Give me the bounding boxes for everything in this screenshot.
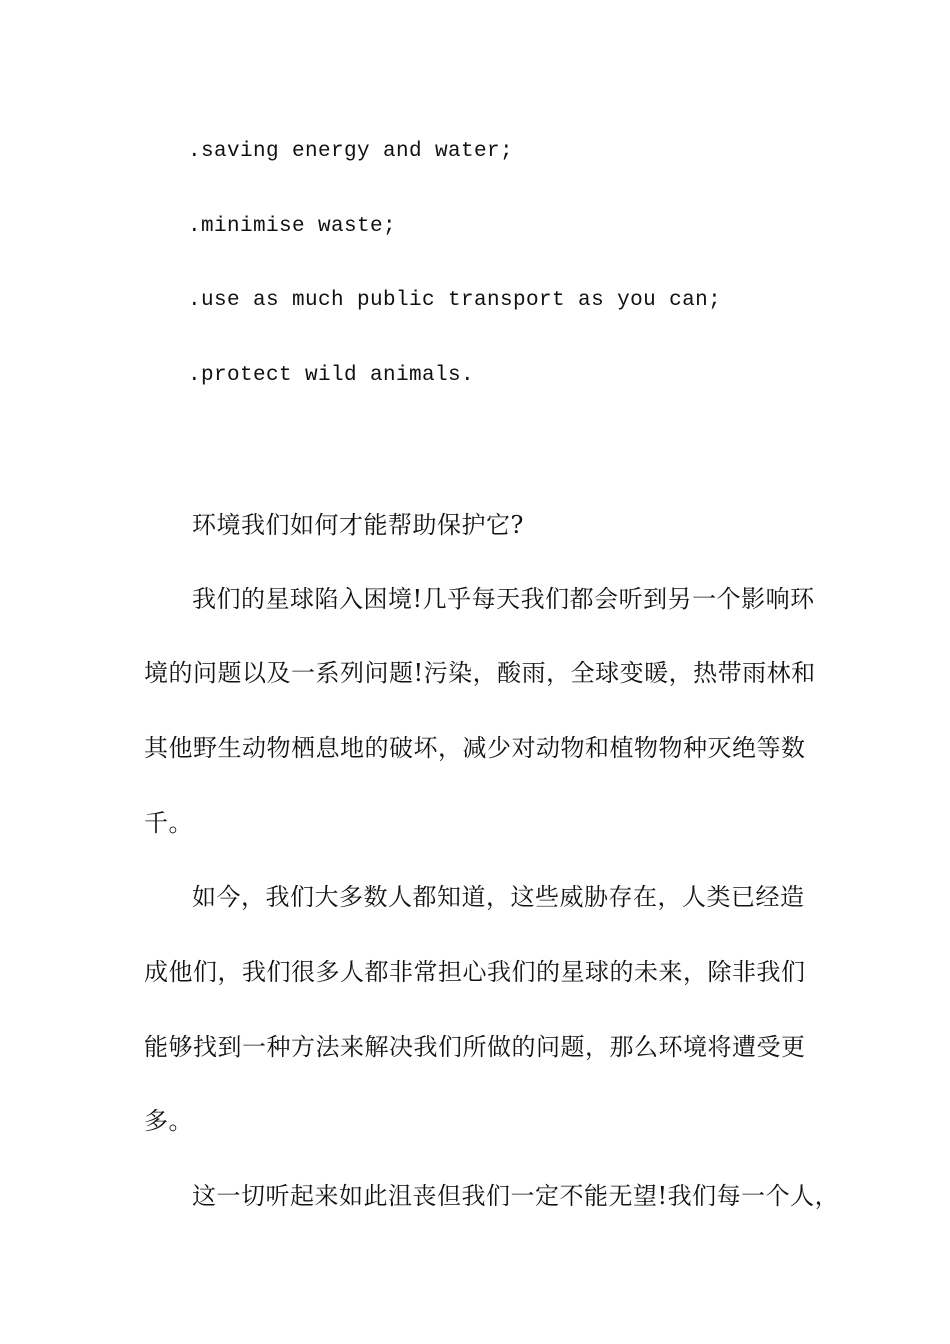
paragraph-line: 能够找到一种方法来解决我们所做的问题，那么环境将遭受更: [144, 1033, 806, 1061]
paragraph-line: 成他们，我们很多人都非常担心我们的星球的未来，除非我们: [144, 958, 806, 986]
section-heading: 环境我们如何才能帮助保护它?: [192, 511, 524, 539]
paragraph-line: 多。: [144, 1107, 193, 1135]
paragraph-line: 我们的星球陷入困境!几乎每天我们都会听到另一个影响环: [192, 585, 815, 613]
paragraph-line: 千。: [144, 809, 193, 837]
english-list-item: .saving energy and water;: [188, 140, 514, 163]
english-list-item: .use as much public transport as you can;: [188, 289, 722, 312]
english-list-item: .minimise waste;: [188, 215, 397, 238]
english-list-item: .protect wild animals.: [188, 364, 475, 387]
paragraph-line: 其他野生动物栖息地的破坏，减少对动物和植物物种灭绝等数: [144, 734, 806, 762]
paragraph-line: 这一切听起来如此沮丧但我们一定不能无望!我们每一个人，: [192, 1182, 840, 1210]
paragraph-line: 如今，我们大多数人都知道，这些威胁存在，人类已经造: [192, 883, 805, 911]
paragraph-line: 境的问题以及一系列问题!污染，酸雨，全球变暖，热带雨林和: [144, 659, 816, 687]
